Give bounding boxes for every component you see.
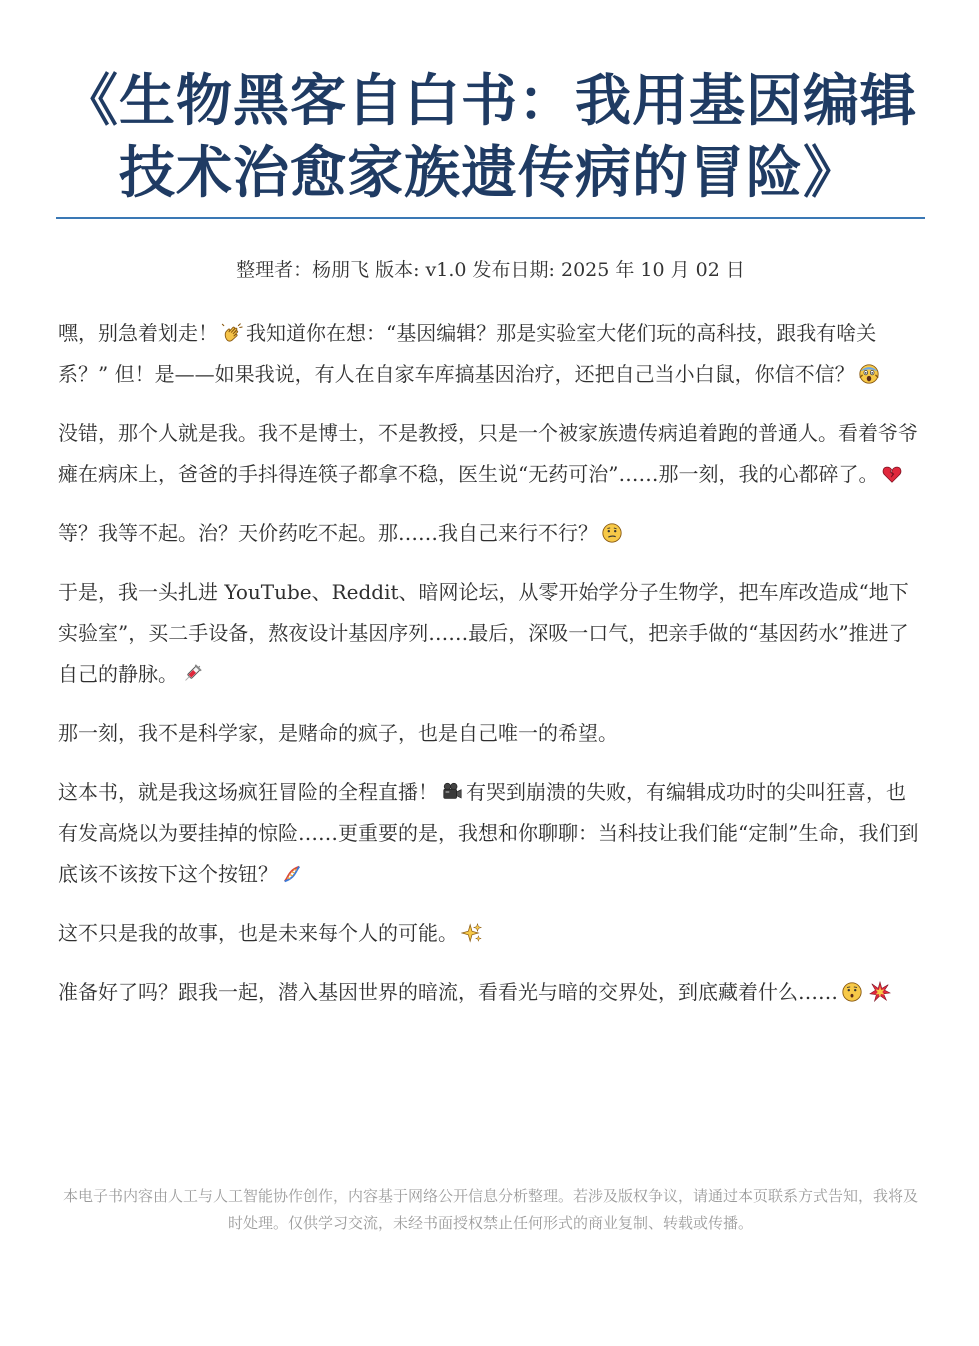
paragraph-text: 这不只是我的故事，也是未来每个人的可能。 <box>58 921 458 945</box>
video-camera-icon <box>441 781 463 803</box>
paragraph-6 <box>58 772 924 895</box>
paragraph-text: 有哭到崩溃的失败，有编辑成功时的尖叫狂喜，也有发高烧以为要挂掉的惊险……更重要的是，我想和你聊聊：当科技让我们能“定制”生命，我们到底该不该按下这个按钮？ <box>58 780 919 886</box>
paragraph-text: 那一刻，我不是科学家，是赌命的疯子，也是自己唯一的希望。 <box>58 721 618 745</box>
collision-icon <box>869 981 891 1003</box>
confused-face-icon <box>601 522 623 544</box>
paragraph-text: 嘿，别急着划走！ <box>58 321 218 345</box>
paragraph-8 <box>58 972 924 1013</box>
dna-icon <box>281 863 303 885</box>
paragraph-2 <box>58 413 924 495</box>
paragraph-text: 于是，我一头扎进 YouTube、Reddit、暗网论坛，从零开始学分子生物学，把车库改造成“地下实验室”，买二手设备，熬夜设计基因序列……最后，深吸一口气，把亲手做的“基因药水”推进了自己的静脉。 <box>58 580 909 686</box>
paragraph-text: 我知道你在想：“基因编辑？那是实验室大佬们玩的高科技，跟我有啥关系？” 但！是——如果我说，有人在自家车库搞基因治疗，还把自己当小白鼠，你信不信？ <box>58 321 877 386</box>
sparkles-icon <box>461 922 483 944</box>
waving-hand-icon <box>221 322 243 344</box>
paragraph-text: 准备好了吗？跟我一起，潜入基因世界的暗流，看看光与暗的交界处，到底藏着什么…… <box>58 980 838 1004</box>
copyright-notice: 本电子书内容由人工与人工智能协作创作，内容基于网络公开信息分析整理。若涉及版权争议，请通过本页联系方式告知，我将及时处理。仅供学习交流，未经书面授权禁止任何形式的商业复制、转载或传播。 <box>62 1187 918 1232</box>
paragraph-text: 这本书，就是我这场疯狂冒险的全程直播！ <box>58 780 438 804</box>
hushed-face-icon <box>841 981 863 1003</box>
paragraph-1 <box>58 313 924 395</box>
syringe-icon <box>181 663 203 685</box>
title-divider <box>56 217 925 219</box>
broken-heart-icon <box>881 463 903 485</box>
screaming-face-icon <box>858 363 880 385</box>
paragraph-4 <box>58 572 924 695</box>
paragraph-7 <box>58 913 924 954</box>
document-body <box>58 313 924 1031</box>
paragraph-3 <box>58 513 924 554</box>
paragraph-text: 等？我等不起。治？天价药吃不起。那……我自己来行不行？ <box>58 521 598 545</box>
paragraph-text: 没错，那个人就是我。我不是博士，不是教授，只是一个被家族遗传病追着跑的普通人。看着爷爷瘫在病床上，爸爸的手抖得连筷子都拿不稳，医生说“无药可治”……那一刻，我的心都碎了。 <box>58 421 918 486</box>
title-line-2: 技术治愈家族遗传病的冒险》 <box>119 141 860 206</box>
paragraph-5 <box>58 713 924 754</box>
title-line-1: 《生物黑客自白书：我用基因编辑 <box>62 69 917 134</box>
document-title <box>40 66 939 210</box>
document-meta: 整理者：杨朋飞 版本: v1.0 发布日期: 2025 年 10 月 02 日 <box>236 259 745 281</box>
